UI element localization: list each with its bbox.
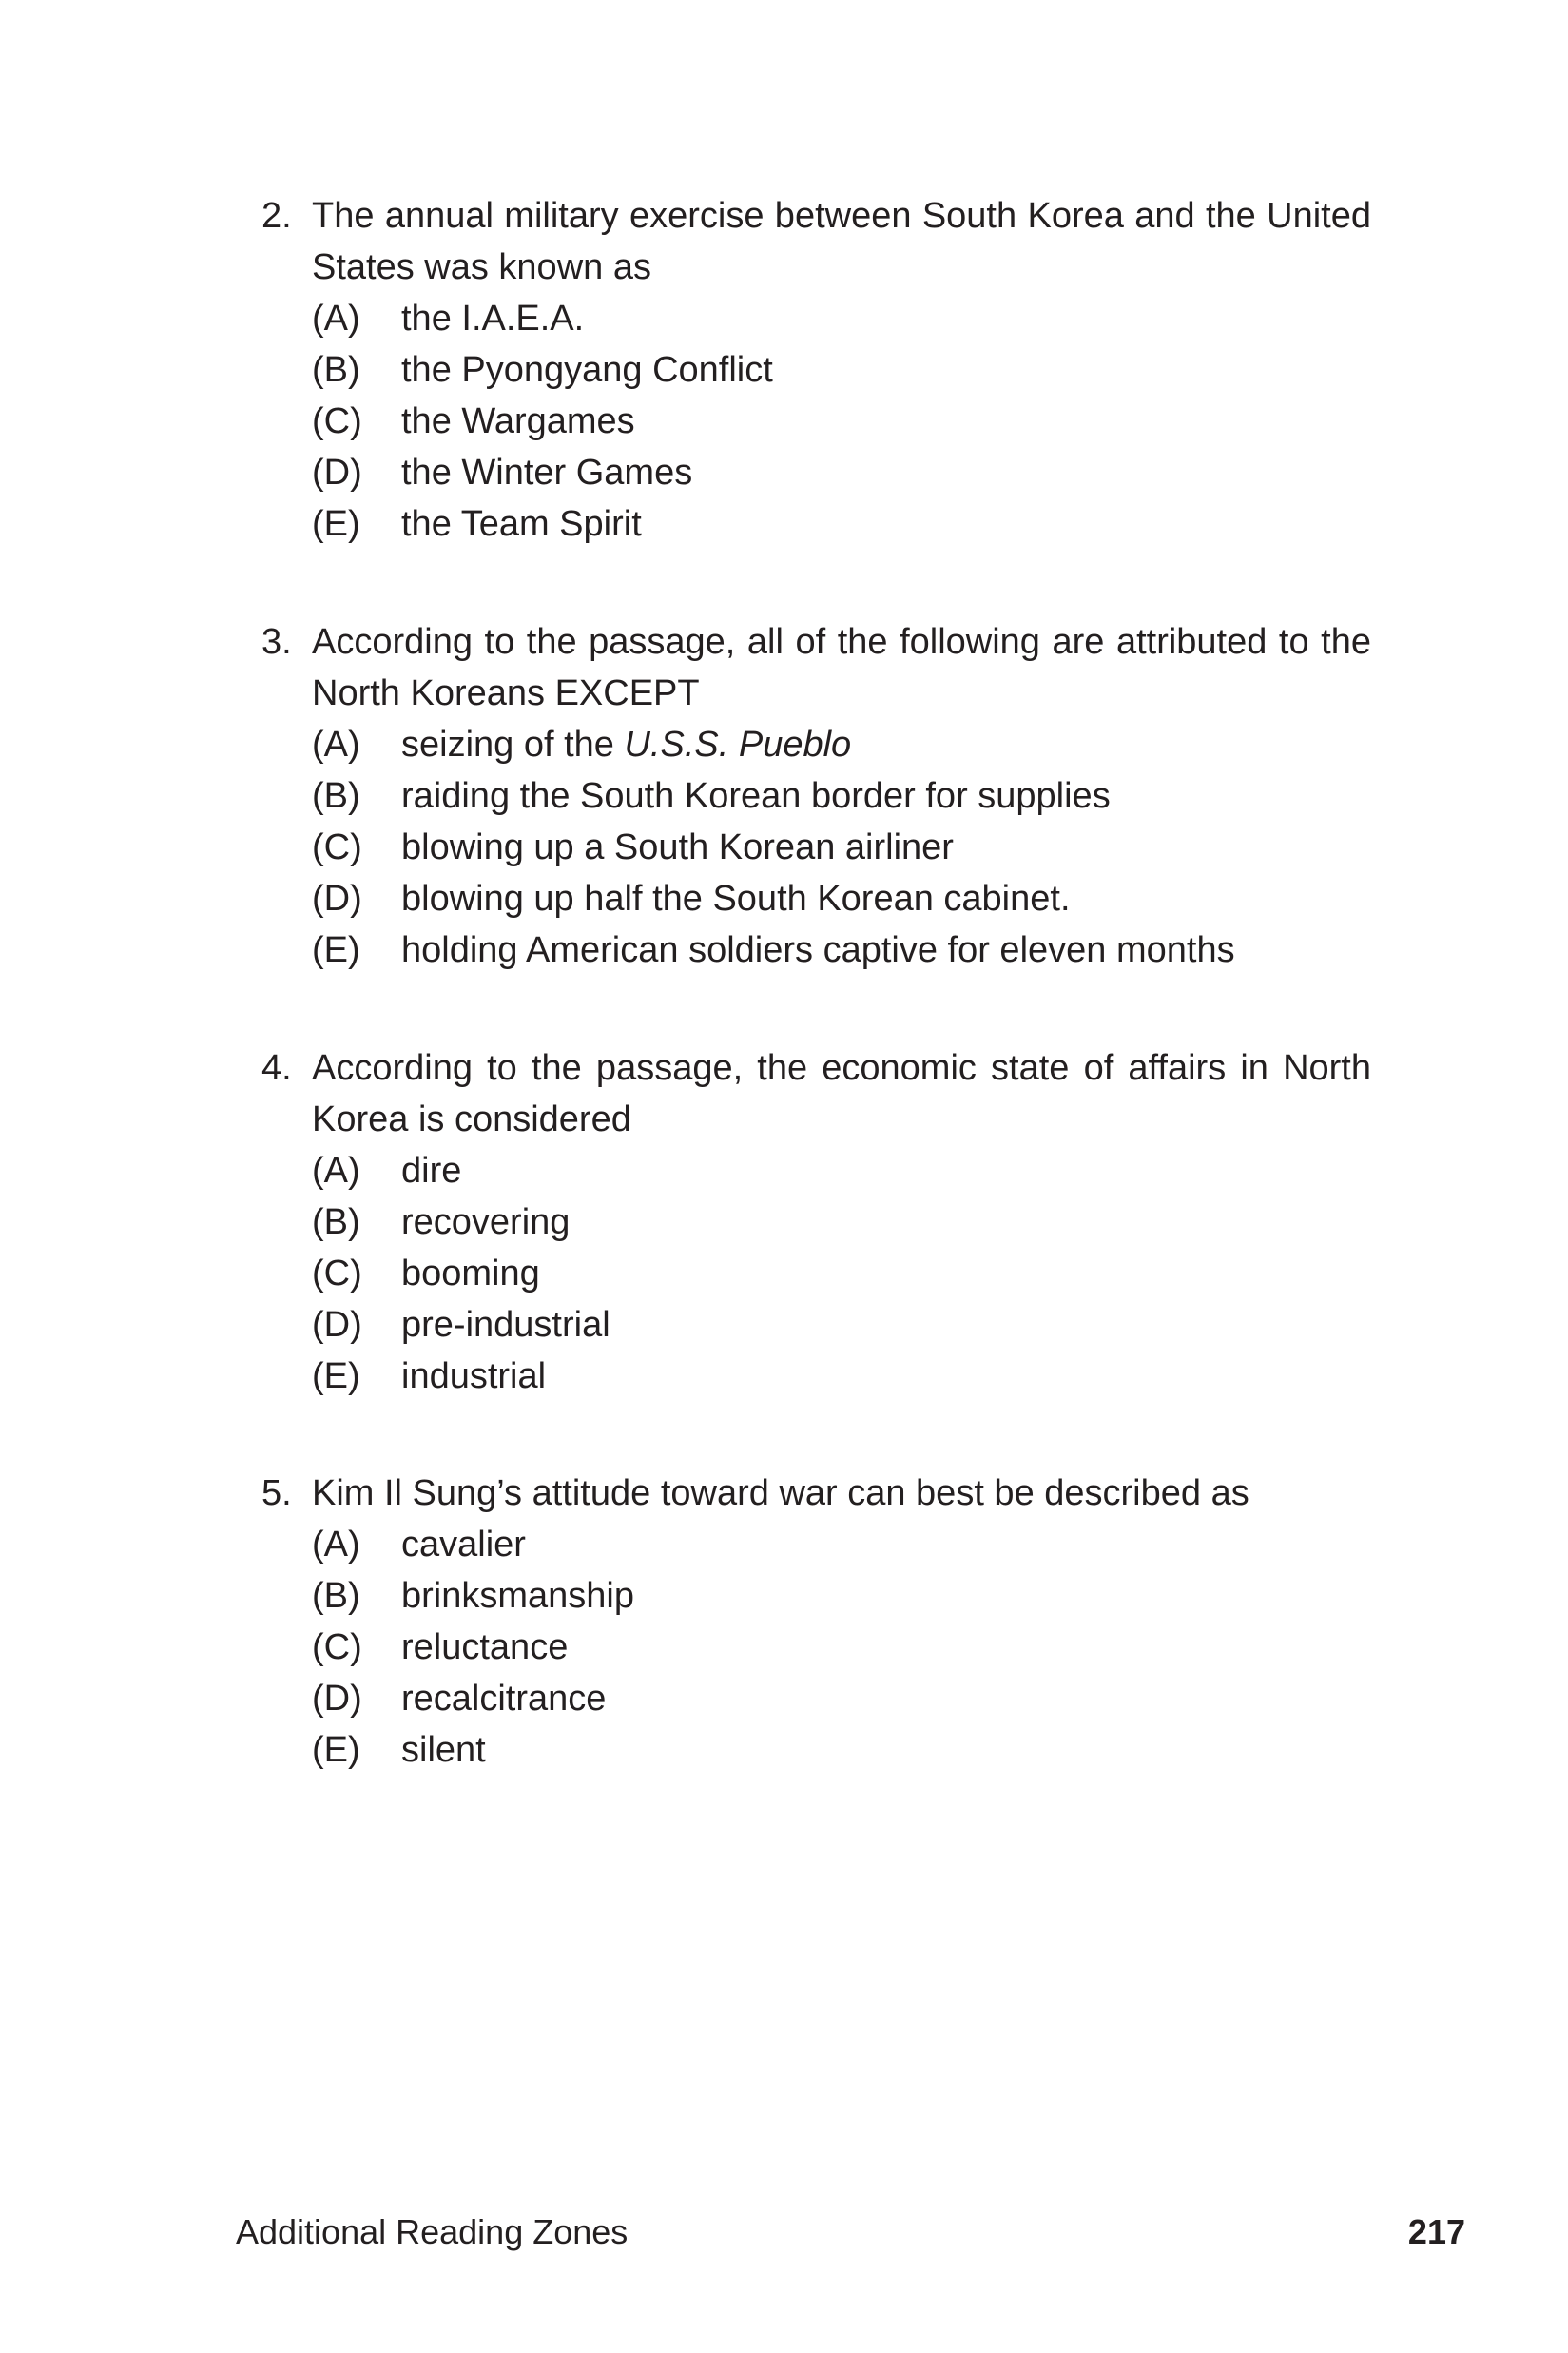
option-letter: (A) [312,1151,360,1191]
option-letter: (A) [312,1525,360,1565]
answer-option[interactable] [312,1519,1371,1570]
answer-option[interactable] [312,1570,1371,1622]
option-text: blowing up a South Korean airliner [401,827,954,867]
option-text: the I.A.E.A. [401,299,585,339]
option-letter: (D) [312,1679,362,1719]
answer-option[interactable] [312,1145,1371,1196]
option-text: dire [401,1151,462,1191]
option-text: holding American soldiers captive for eleven months [401,930,1235,970]
option-letter: (B) [312,350,360,390]
option-letter: (C) [312,1627,362,1667]
option-text: the Team Spirit [401,504,642,544]
option-letter: (B) [312,1576,360,1616]
question-stem: According to the passage, the economic state of affairs in North Korea is considered [312,1048,1371,1139]
answer-option[interactable] [312,1673,1371,1724]
option-text: recovering [401,1202,571,1242]
answer-option[interactable] [312,447,1371,498]
answer-option[interactable] [312,1248,1371,1299]
question-stem: According to the passage, all of the following are attributed to the North Koreans EXCEPT [312,622,1371,713]
question-2 [261,190,1371,550]
option-text: the Winter Games [401,453,693,493]
question-4 [261,1042,1371,1402]
option-text: cavalier [401,1525,526,1565]
option-letter: (E) [312,1356,360,1396]
answer-option[interactable] [312,873,1371,924]
option-letter: (D) [312,879,362,919]
option-letter: (B) [312,776,360,816]
option-text: reluctance [401,1627,569,1667]
question-number: 5. [261,1473,292,1513]
option-text: the Wargames [401,401,635,441]
answer-option[interactable] [312,344,1371,396]
option-letter: (A) [312,725,360,765]
question-number: 4. [261,1048,292,1088]
option-text: brinksmanship [401,1576,634,1616]
answer-option[interactable] [312,1724,1371,1776]
option-text: pre-industrial [401,1305,610,1345]
option-letter: (E) [312,930,360,970]
option-text-italic: U.S.S. Pueblo [624,725,852,765]
question-5 [261,1468,1371,1776]
option-letter: (A) [312,299,360,339]
answer-option[interactable] [312,1622,1371,1673]
answer-option[interactable] [312,770,1371,822]
option-text: industrial [401,1356,547,1396]
page-number: 217 [1407,2212,1465,2251]
option-letter: (C) [312,1254,362,1293]
question-3 [261,616,1371,976]
answer-option[interactable] [312,822,1371,873]
option-text: silent [401,1730,486,1770]
answer-option[interactable] [312,498,1371,550]
question-stem: The annual military exercise between South Korea and the United States was known as [312,196,1371,287]
answer-option[interactable] [312,1196,1371,1248]
option-letter: (D) [312,453,362,493]
answer-option[interactable] [312,293,1371,344]
option-text: raiding the South Korean border for supplies [401,776,1111,816]
question-stem: Kim Il Sung’s attitude toward war can best be described as [312,1473,1249,1513]
answer-option[interactable] [312,1351,1371,1402]
option-letter: (C) [312,827,362,867]
question-number: 2. [261,196,292,236]
option-letter: (E) [312,504,360,544]
answer-option[interactable] [312,924,1371,976]
option-letter: (C) [312,401,362,441]
question-number: 3. [261,622,292,662]
answer-option[interactable] [312,719,1371,770]
option-text: booming [401,1254,540,1293]
option-text: recalcitrance [401,1679,607,1719]
footer-section-title: Additional Reading Zones [236,2212,629,2251]
option-letter: (B) [312,1202,360,1242]
answer-option[interactable] [312,396,1371,447]
option-text: seizing of the U.S.S. Pueblo [401,725,852,765]
option-letter: (D) [312,1305,362,1345]
answer-option[interactable] [312,1299,1371,1351]
option-text: blowing up half the South Korean cabinet. [401,879,1071,919]
option-text: the Pyongyang Conflict [401,350,773,390]
option-letter: (E) [312,1730,360,1770]
